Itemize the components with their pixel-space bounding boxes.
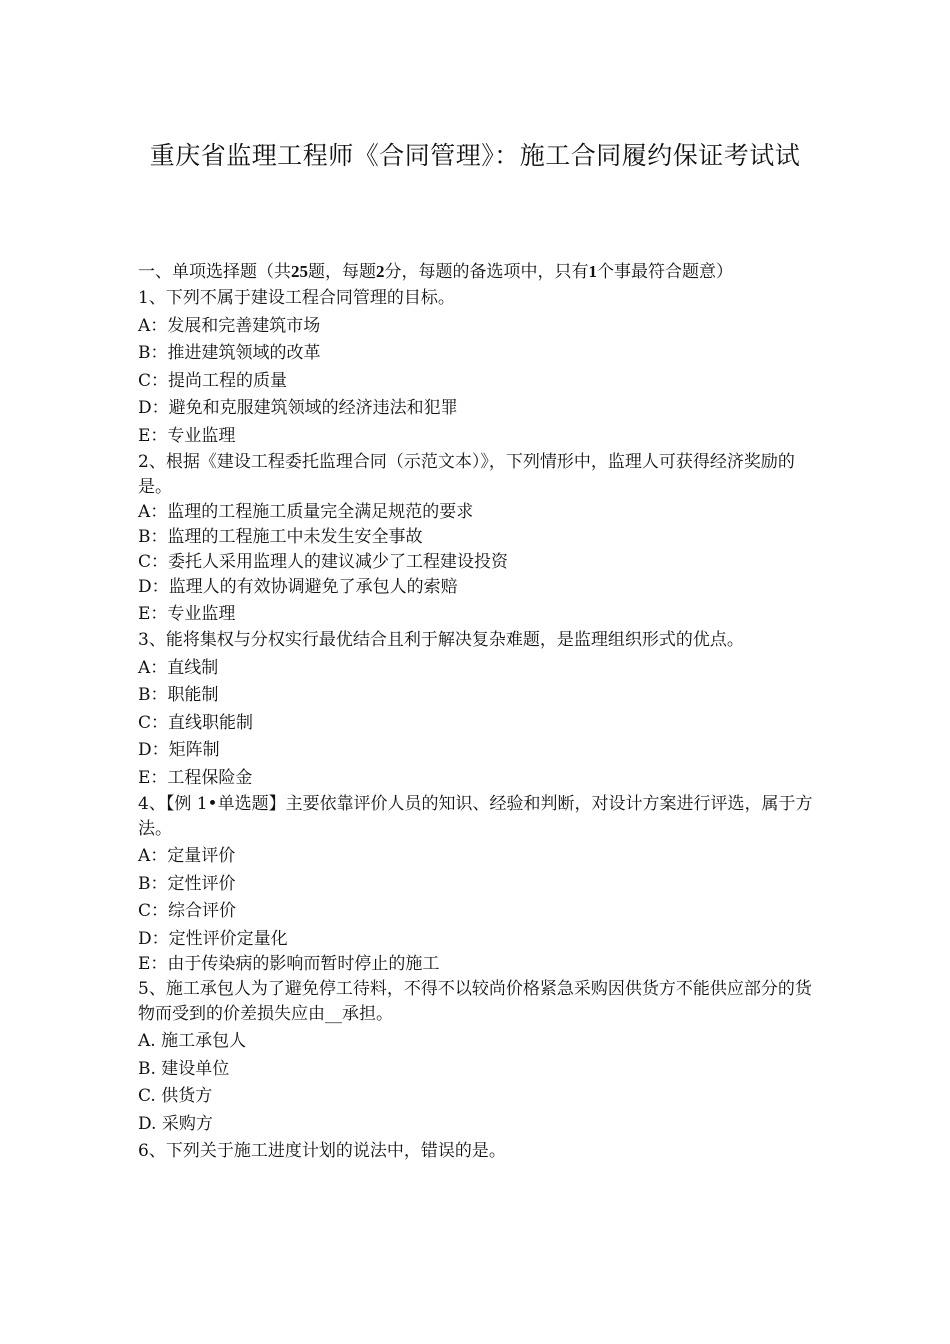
answer-option: A. 施工承包人 <box>138 1031 247 1051</box>
answer-option: C：提尚工程的质量 <box>138 370 288 391</box>
answer-option: A：发展和完善建筑市场 <box>138 315 321 336</box>
question-stem: 1、下列不属于建设工程合同管理的目标。 <box>138 288 455 308</box>
section-text: 个事最符合题意） <box>597 262 733 282</box>
answer-option: C：直线职能制 <box>138 712 254 733</box>
answer-option: D：监理人的有效协调避免了承包人的索赔 <box>138 576 458 597</box>
question-stem: 4、【例 1•单选题】主要依靠评价人员的知识、经验和判断，对设计方案进行评选，属于方法。 <box>138 793 813 839</box>
answer-option: B：监理的工程施工中未发生安全事故 <box>138 526 423 547</box>
answer-option: B. 建设单位 <box>138 1058 230 1079</box>
section-text: 分，每题的备选项中，只有 <box>384 262 589 282</box>
document-title: 重庆省监理工程师《合同管理》：施工合同履约保证考试试 <box>149 141 801 170</box>
answer-option: E：工程保险金 <box>138 767 253 788</box>
answer-option: C：委托人采用监理人的建议减少了工程建设投资 <box>138 551 509 572</box>
answer-option: E：专业监理 <box>138 604 236 624</box>
question-stem: 6、下列关于施工进度计划的说法中，错误的是。 <box>138 1141 506 1161</box>
answer-option: D. 采购方 <box>138 1113 213 1134</box>
section-number: 25 <box>291 262 308 281</box>
section-text: 题，每题 <box>308 262 376 282</box>
document-body <box>138 259 818 1164</box>
answer-option: A：直线制 <box>138 657 219 678</box>
section-number: 2 <box>376 262 385 281</box>
section-number: 1 <box>588 262 597 281</box>
answer-option: D：避免和克服建筑领域的经济违法和犯罪 <box>138 398 458 418</box>
question-stem: 3、能将集权与分权实行最优结合且利于解决复杂难题，是监理组织形式的优点。 <box>138 630 744 650</box>
answer-option: E：由于传染病的影响而暂时停止的施工 <box>138 953 440 974</box>
question-stem: 5、施工承包人为了避免停工待料，不得不以较尚价格紧急采购因供货方不能供应部分的货物而受到的价差损失应由__承担。 <box>138 978 812 1024</box>
answer-option: C：综合评价 <box>138 901 237 921</box>
answer-option: D：矩阵制 <box>138 740 220 760</box>
answer-option: A：监理的工程施工质量完全满足规范的要求 <box>138 501 474 522</box>
answer-option: B：职能制 <box>138 685 219 705</box>
question-stem: 2、根据《建设工程委托监理合同（示范文本）》，下列情形中，监理人可获得经济奖励的是。 <box>138 451 795 497</box>
answer-option: A：定量评价 <box>138 846 236 866</box>
answer-option: B：推进建筑领域的改革 <box>138 343 321 363</box>
section-text: 一、单项选择题（共 <box>138 262 291 282</box>
answer-option: C. 供货方 <box>138 1086 213 1106</box>
section-heading <box>138 259 818 285</box>
answer-option: E：专业监理 <box>138 425 236 446</box>
answer-option: B：定性评价 <box>138 873 236 894</box>
answer-option: D：定性评价定量化 <box>138 928 288 949</box>
